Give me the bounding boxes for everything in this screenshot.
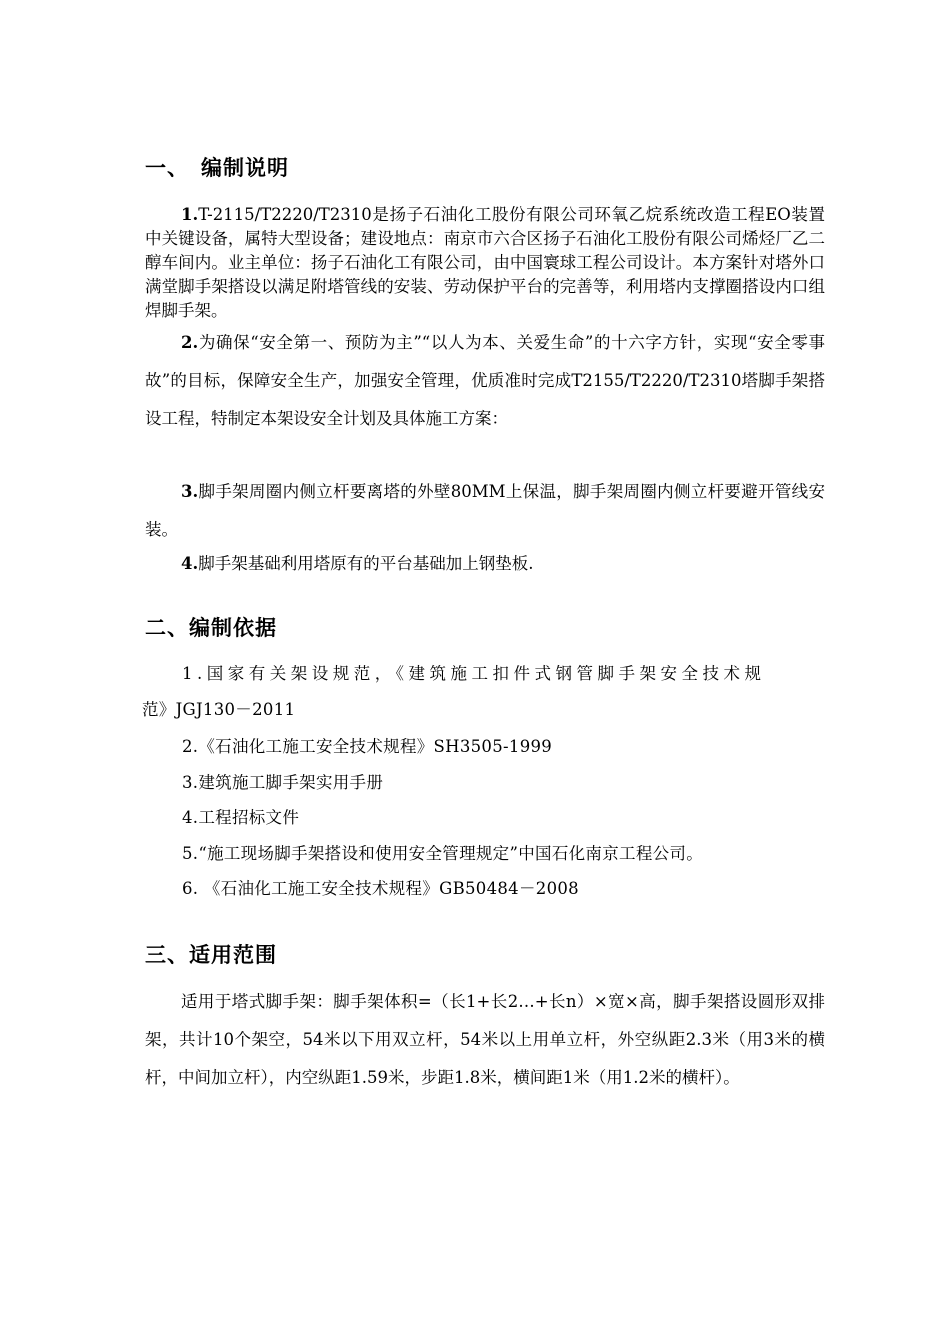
paragraph-item-4 [145, 545, 825, 583]
paragraph-item-3 [145, 473, 825, 549]
section-number: 一、 [145, 156, 189, 180]
reference-text: 1.国家有关架设规范，《建筑施工扣件式钢管脚手架安全技术规 [182, 664, 766, 683]
paragraph-item-2 [145, 324, 825, 438]
reference-item-2: 2.《石油化工施工安全技术规程》SH3505-1999 [182, 737, 553, 756]
item-number: 1. [181, 205, 199, 224]
paragraph-scope: 适用于塔式脚手架：脚手架体积=（长1+长2…+长n）×宽×高，脚手架搭设圆形双排架，共计10个架空，54米以下用双立杆，54米以上用单立杆，外空纵距2.3米（用3米的横杆，中间加立杆），内空纵距1.59米，步距1.8米，横间距1米（用1.2米的横杆）。 [145, 992, 825, 1087]
reference-text-continued: 范》JGJ130－2011 [142, 700, 296, 719]
paragraph-item-1 [145, 203, 825, 323]
reference-item-4: 4.工程招标文件 [182, 808, 300, 827]
item-text: 脚手架周圈内侧立杆要离塔的外壁80MM上保温，脚手架周圈内侧立杆要避开管线安装。 [145, 482, 825, 539]
item-number: 4. [181, 554, 199, 573]
reference-item-3: 3.建筑施工脚手架实用手册 [182, 773, 384, 792]
item-text: T-2115/T2220/T2310是扬子石油化工股份有限公司环氧乙烷系统改造工程EO装置中关键设备，属特大型设备；建设地点：南京市六合区扬子石油化工股份有限公司烯烃厂乙二醇车间内。业主单位：扬子石油化工有限公司，由中国寰球工程公司设计。本方案针对塔外口满堂脚手架搭设以满足附塔管线的安装、劳动保护平台的完善等，利用塔内支撑圈搭设内口组焊脚手架。 [145, 205, 825, 320]
section-heading-1 [145, 152, 289, 182]
section-heading-3: 三、适用范围 [145, 943, 277, 967]
reference-item-6: 6. 《石油化工施工安全技术规程》GB50484－2008 [182, 879, 579, 898]
reference-item-1 [142, 656, 822, 728]
reference-item-5: 5.“施工现场脚手架搭设和使用安全管理规定”中国石化南京工程公司。 [182, 844, 704, 863]
item-text: 脚手架基础利用塔原有的平台基础加上钢垫板. [198, 554, 534, 573]
item-number: 2. [181, 333, 199, 352]
section-heading-2: 二、编制依据 [145, 616, 277, 640]
section-title: 编制说明 [201, 156, 289, 180]
item-number: 3. [181, 482, 199, 501]
item-text: 为确保“安全第一、预防为主”“以人为本、关爱生命”的十六字方针，实现“安全零事故”的目标，保障安全生产，加强安全管理，优质准时完成T2155/T2220/T2310塔脚手架搭设工程，特制定本架设安全计划及具体施工方案： [145, 333, 825, 428]
